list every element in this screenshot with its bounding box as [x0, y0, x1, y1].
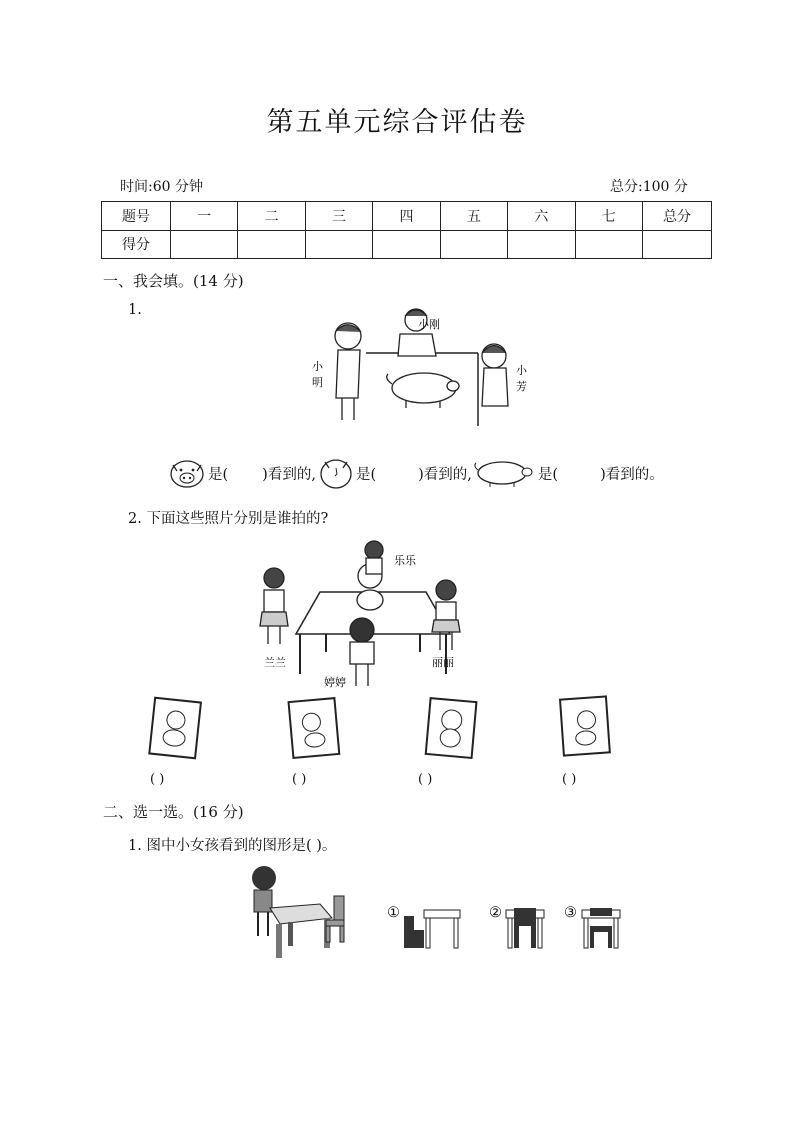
score-input-cell[interactable]	[643, 230, 712, 259]
section-2-question-1-text: 1. 图中小女孩看到的图形是( )。	[128, 838, 337, 854]
child-lanlan-figure	[260, 568, 288, 644]
girl-figure	[252, 866, 276, 936]
table-cell: 三	[305, 202, 372, 231]
score-input-cell[interactable]	[373, 230, 440, 259]
score-input-cell[interactable]	[508, 230, 575, 259]
table-cell: 四	[373, 202, 440, 231]
score-table	[101, 201, 712, 259]
label-tingting: 婷婷	[324, 676, 346, 689]
pig-back-view-icon	[316, 456, 356, 490]
option-3-marker[interactable]: ③	[564, 905, 577, 921]
label-lele: 乐乐	[394, 554, 416, 567]
boy-xiaoming-figure	[335, 323, 361, 420]
question-1-number: 1.	[128, 302, 142, 318]
time-limit: 时间:60 分钟	[120, 179, 203, 195]
girl-xiaofang-figure	[482, 344, 508, 406]
option-1-marker[interactable]: ①	[387, 905, 400, 921]
score-input-cell[interactable]	[440, 230, 507, 259]
pig-side-view-icon	[472, 458, 538, 488]
score-input-cell[interactable]	[575, 230, 642, 259]
score-input-cell[interactable]	[305, 230, 372, 259]
label-xiaoming-2: 明	[312, 376, 323, 389]
photo-1-answer-blank[interactable]: ( )	[150, 772, 165, 787]
boy-xiaogang-figure	[398, 309, 436, 356]
label-xiaofang-1: 小	[516, 364, 527, 377]
photo-3-image	[422, 696, 480, 762]
child-lele-figure	[365, 541, 383, 574]
table-cell: 六	[508, 202, 575, 231]
option-3-figure[interactable]	[580, 906, 624, 950]
photo-1-image	[146, 696, 204, 762]
table-cell: 得分	[102, 230, 171, 259]
photo-4-image	[556, 694, 614, 760]
section-1-heading: 一、我会填。(14 分)	[103, 272, 244, 290]
table-cell: 五	[440, 202, 507, 231]
photo-4-answer-blank[interactable]: ( )	[562, 772, 577, 787]
scene-illustration-children-and-pig	[308, 298, 528, 430]
photo-3-answer-blank[interactable]: ( )	[418, 772, 433, 787]
blank-text: )看到的。	[600, 466, 664, 483]
blank-text: )看到的,	[418, 466, 472, 483]
question-1-answer-row	[166, 456, 664, 490]
scene-illustration-photo-taking	[250, 534, 480, 694]
score-table-score-row	[102, 230, 712, 259]
score-input-cell[interactable]	[238, 230, 305, 259]
blank-text: 是(	[355, 466, 377, 483]
pig-front-view-icon	[166, 457, 208, 489]
label-lili: 丽丽	[432, 656, 454, 669]
label-xiaofang-2: 芳	[516, 380, 527, 393]
option-2-marker[interactable]: ②	[489, 905, 502, 921]
table-figure	[270, 904, 332, 958]
section-2-heading: 二、选一选。(16 分)	[103, 803, 244, 821]
label-xiaogang: 小刚	[418, 318, 440, 331]
table-cell: 二	[238, 202, 305, 231]
girl-table-chair-illustration	[240, 862, 350, 962]
photo-2-answer-blank[interactable]: ( )	[292, 772, 307, 787]
table-cell: 题号	[102, 202, 171, 231]
blank-text: )看到的,	[262, 466, 316, 483]
label-lanlan: 兰兰	[264, 656, 286, 669]
table-cell: 一	[171, 202, 238, 231]
child-tingting-figure	[350, 618, 374, 686]
table-cell: 七	[575, 202, 642, 231]
label-xiaoming-1: 小	[312, 360, 323, 373]
option-2-figure[interactable]	[504, 906, 548, 950]
blank-text: 是(	[208, 466, 229, 483]
total-score: 总分:100 分	[610, 179, 688, 195]
blank-text: 是(	[537, 466, 559, 483]
option-1-figure[interactable]	[402, 906, 464, 950]
question-2-text: 2. 下面这些照片分别是谁拍的?	[128, 511, 329, 527]
score-input-cell[interactable]	[171, 230, 238, 259]
table-cell: 总分	[643, 202, 712, 231]
photo-2-image	[285, 696, 343, 762]
page-title: 第五单元综合评估卷	[266, 107, 528, 138]
piggy-bank-figure	[387, 373, 459, 408]
score-table-header-row	[102, 202, 712, 231]
